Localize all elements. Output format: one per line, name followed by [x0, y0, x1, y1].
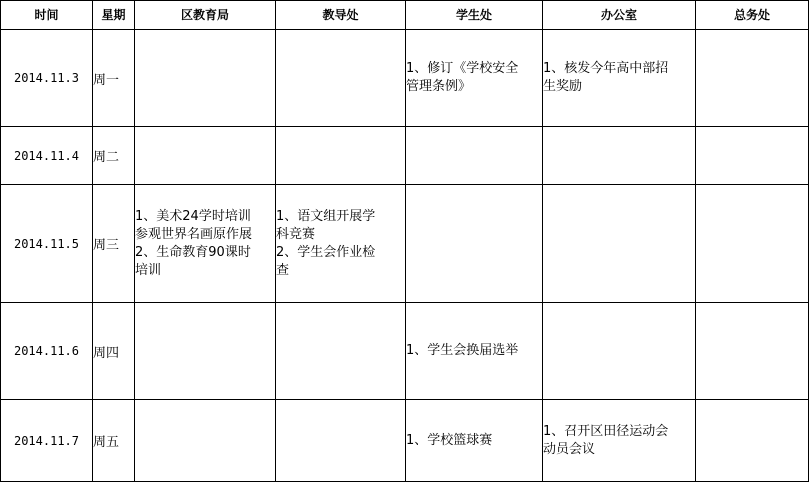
day-cell: 周一 — [93, 30, 135, 127]
header-day: 星期 — [93, 1, 135, 30]
general-office-cell — [543, 30, 696, 127]
affairs-office-cell — [696, 185, 809, 303]
header-academic-office: 教导处 — [276, 1, 406, 30]
cell-text-line: 查 — [276, 262, 290, 278]
table-row — [1, 127, 809, 185]
header-general-office: 办公室 — [543, 1, 696, 30]
cell-text-line: 生奖励 — [543, 79, 583, 94]
general-office-cell — [543, 303, 696, 400]
cell-text-line: 管理条例》 — [406, 79, 472, 94]
day-cell: 周四 — [93, 303, 135, 400]
academic-office-cell — [276, 185, 406, 303]
cell-text-line: 1、修订《学校安全 — [406, 61, 519, 76]
header-student-office: 学生处 — [406, 1, 543, 30]
header-time: 时间 — [1, 1, 93, 30]
cell-text-line: 2、学生会作业检 — [276, 244, 376, 260]
date-cell: 2014.11.4 — [1, 127, 93, 185]
cell-text-line: 1、学校篮球赛 — [406, 432, 493, 448]
cell-text-line: 动员会议 — [543, 441, 596, 457]
affairs-office-cell — [696, 30, 809, 127]
general-office-cell — [543, 127, 696, 185]
district-edu-cell — [135, 400, 276, 482]
cell-text-line: 1、学生会换届选举 — [406, 343, 519, 358]
district-edu-cell — [135, 30, 276, 127]
student-office-cell — [406, 30, 543, 127]
cell-text-line: 1、召开区田径运动会 — [543, 423, 669, 439]
header-district-edu: 区教育局 — [135, 1, 276, 30]
affairs-office-cell — [696, 400, 809, 482]
table-row — [1, 30, 809, 127]
day-cell: 周二 — [93, 127, 135, 185]
day-cell: 周三 — [93, 185, 135, 303]
affairs-office-cell — [696, 127, 809, 185]
cell-text-line: 2、生命教育90课时 — [135, 244, 251, 260]
cell-text-line: 参观世界名画原作展 — [135, 226, 253, 242]
student-office-cell — [406, 400, 543, 482]
date-cell: 2014.11.6 — [1, 303, 93, 400]
table-row — [1, 400, 809, 482]
date-cell: 2014.11.7 — [1, 400, 93, 482]
cell-text-line: 1、语文组开展学 — [276, 208, 376, 224]
day-cell: 周五 — [93, 400, 135, 482]
header-affairs-office: 总务处 — [696, 1, 809, 30]
academic-office-cell — [276, 303, 406, 400]
student-office-cell — [406, 303, 543, 400]
academic-office-cell — [276, 127, 406, 185]
date-cell: 2014.11.3 — [1, 30, 93, 127]
district-edu-cell — [135, 303, 276, 400]
academic-office-cell — [276, 400, 406, 482]
student-office-cell — [406, 127, 543, 185]
table-row — [1, 303, 809, 400]
affairs-office-cell — [696, 303, 809, 400]
cell-text-line: 1、美术24学时培训 — [135, 208, 251, 224]
table-header-row — [1, 1, 809, 30]
cell-text-line: 1、核发今年高中部招 — [543, 61, 669, 76]
district-edu-cell — [135, 185, 276, 303]
district-edu-cell — [135, 127, 276, 185]
cell-text-line: 科竞赛 — [276, 226, 316, 242]
cell-text-line: 培训 — [135, 262, 162, 278]
general-office-cell — [543, 185, 696, 303]
table-row — [1, 185, 809, 303]
student-office-cell — [406, 185, 543, 303]
date-cell: 2014.11.5 — [1, 185, 93, 303]
academic-office-cell — [276, 30, 406, 127]
general-office-cell — [543, 400, 696, 482]
